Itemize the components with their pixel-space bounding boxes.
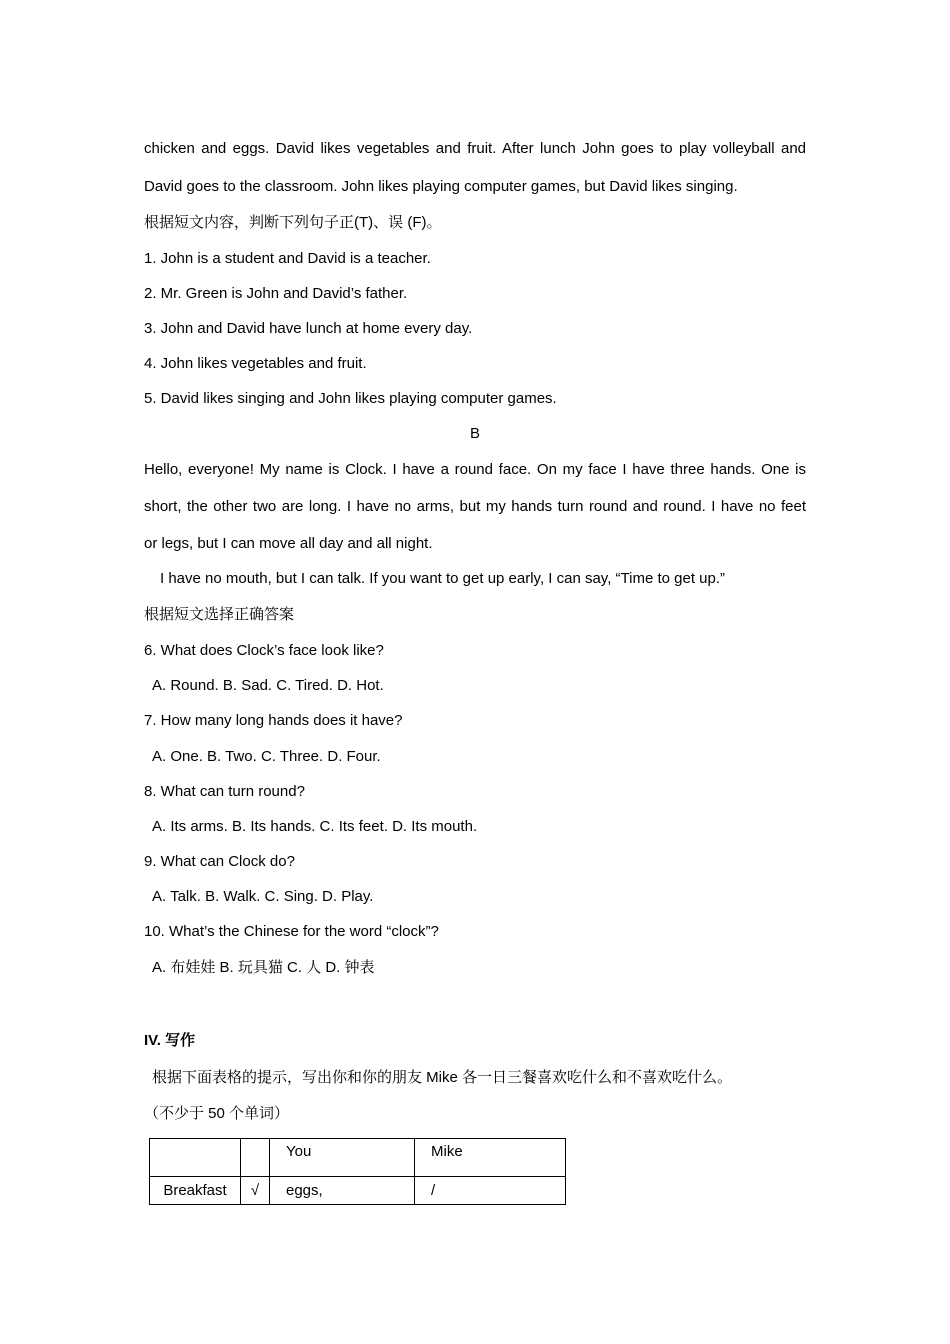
mc-options-9: A. Talk. B. Walk. C. Sing. D. Play. bbox=[152, 888, 374, 905]
table-cell-you: eggs, bbox=[270, 1177, 415, 1205]
table-header-you: You bbox=[270, 1139, 415, 1177]
passage-b-line-2: short, the other two are long. I have no arms, but my hands turn round and round. I have no feet bbox=[144, 498, 806, 515]
mc-question-6: 6. What does Clock’s face look like? bbox=[144, 642, 384, 659]
tf-question-5: 5. David likes singing and John likes playing computer games. bbox=[144, 390, 557, 407]
table-header-row bbox=[150, 1139, 566, 1177]
instruction-multiple-choice: 根据短文选择正确答案 bbox=[144, 606, 295, 623]
table-cell-mike: / bbox=[415, 1177, 566, 1205]
mc-options-7: A. One. B. Two. C. Three. D. Four. bbox=[152, 748, 381, 765]
section-b-label: B bbox=[469, 425, 480, 442]
mc-question-7: 7. How many long hands does it have? bbox=[144, 712, 403, 729]
tf-question-3: 3. John and David have lunch at home every day. bbox=[144, 320, 473, 337]
passage-b-line-1: Hello, everyone! My name is Clock. I have a round face. On my face I have three hands. One is bbox=[144, 461, 806, 478]
passage-b-line-4: I have no mouth, but I can talk. If you want to get up early, I can say, “Time to get up.” bbox=[160, 570, 726, 587]
writing-prompt: 根据下面表格的提示，写出你和你的朋友 Mike 各一日三餐喜欢吃什么和不喜欢吃什么。 bbox=[152, 1069, 733, 1086]
passage-b-line-3: or legs, but I can move all day and all night. bbox=[144, 535, 433, 552]
mc-options-8: A. Its arms. B. Its hands. C. Its feet. D. Its mouth. bbox=[152, 818, 478, 835]
mc-options-6: A. Round. B. Sad. C. Tired. D. Hot. bbox=[152, 677, 384, 694]
meal-preferences-table bbox=[149, 1138, 566, 1205]
mc-question-9: 9. What can Clock do? bbox=[144, 853, 295, 870]
mc-question-10: 10. What’s the Chinese for the word “clock”? bbox=[144, 923, 439, 940]
mc-options-10: A. 布娃娃 B. 玩具猫 C. 人 D. 钟表 bbox=[152, 959, 375, 976]
table-row bbox=[150, 1177, 566, 1205]
tf-question-4: 4. John likes vegetables and fruit. bbox=[144, 355, 367, 372]
checkmark-icon: √ bbox=[241, 1177, 270, 1205]
tf-question-2: 2. Mr. Green is John and David’s father. bbox=[144, 285, 408, 302]
table-cell-meal: Breakfast bbox=[150, 1177, 241, 1205]
passage-a-line-1: chicken and eggs. David likes vegetables and fruit. After lunch John goes to play volleyball and bbox=[144, 140, 806, 157]
tf-question-1: 1. John is a student and David is a teacher. bbox=[144, 250, 431, 267]
table-header-cell bbox=[241, 1139, 270, 1177]
mc-question-8: 8. What can turn round? bbox=[144, 783, 305, 800]
writing-word-limit: （不少于 50 个单词） bbox=[144, 1105, 290, 1122]
passage-a-line-2: David goes to the classroom. John likes playing computer games, but David likes singing. bbox=[144, 178, 738, 195]
writing-heading: IV. 写作 bbox=[144, 1032, 196, 1049]
table-header-mike: Mike bbox=[415, 1139, 566, 1177]
instruction-true-false: 根据短文内容，判断下列句子正(T)、误 (F)。 bbox=[144, 214, 442, 231]
table-header-cell bbox=[150, 1139, 241, 1177]
